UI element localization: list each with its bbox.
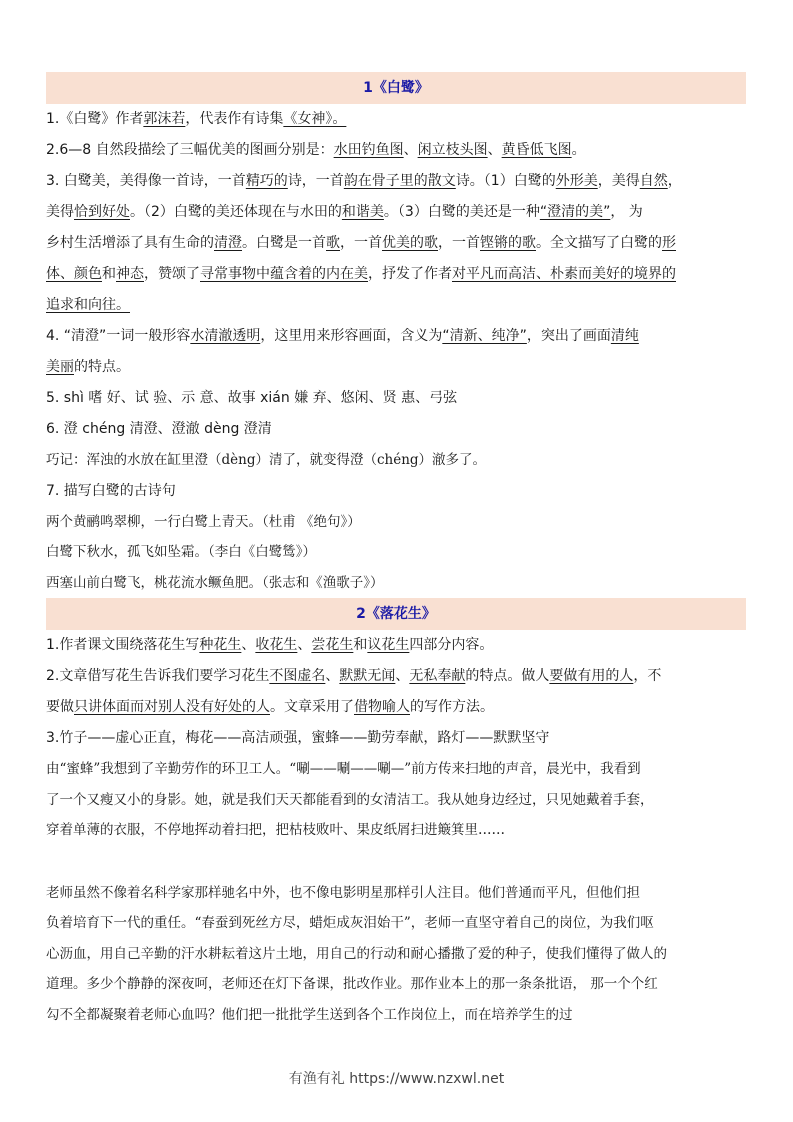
text-segment: 乡村生活增添了具有生命的 <box>46 235 214 251</box>
underlined-answer: 和谐美 <box>341 204 384 220</box>
text-line <box>46 414 746 445</box>
underlined-answer: 铿锵的歌 <box>480 235 536 251</box>
text-segment: 。（3）白鹭的美还是一种 <box>383 204 540 220</box>
underlined-answer: 郭沫若 <box>143 111 186 127</box>
text-segment: 。（2）白鹭的美还体现在与水田的 <box>130 204 342 220</box>
underlined-answer: 形 <box>662 235 676 251</box>
text-segment: 7. 描写白鹭的古诗句 <box>46 482 176 499</box>
underlined-answer: 体、颜色 <box>46 266 102 282</box>
text-segment: 、 <box>395 668 410 684</box>
poem-line: 两个黄鹂鸣翠柳，一行白鹭上青天。（杜甫 《绝句》） <box>46 513 361 530</box>
underlined-answer: 自然 <box>639 173 668 189</box>
underlined-answer: 对平凡而高洁、朴素而美好的境界的 <box>452 266 676 282</box>
text-line <box>46 352 746 383</box>
underlined-answer: 外形美 <box>555 173 598 189</box>
text-line <box>46 692 746 723</box>
text-segment: 3.竹子——虚心正直，梅花——高洁顽强，蜜蜂——勤劳奉献，路灯——默默坚守 <box>46 730 550 746</box>
underlined-answer: 美丽 <box>46 359 74 375</box>
underlined-answer: 韵在骨子里的散文 <box>343 173 456 189</box>
text-line <box>46 661 746 692</box>
text-segment: 6. 澄 chéng 清澄、澄澈 dèng 澄清 <box>46 421 272 437</box>
text-segment: ，一首 <box>340 235 382 251</box>
text-segment: 、 <box>487 142 502 158</box>
text-line <box>46 259 746 290</box>
poem-line: 白鹭下秋水，孤飞如坠霜。（李白《白鹭鸶》） <box>46 544 316 560</box>
essay-line: 了一个又瘦又小的身影。她，就是我们天天都能看到的女清洁工。我从她身边经过，只见她戴着手套， <box>46 791 654 808</box>
essay-paragraph-bee <box>46 754 746 846</box>
document-page <box>46 72 746 1030</box>
text-segment: 、 <box>325 668 340 684</box>
underlined-answer: 闲立枝头图 <box>417 142 488 158</box>
underlined-answer: 《女神》。 <box>283 111 347 127</box>
text-line <box>46 228 746 259</box>
underlined-answer: 尝花生 <box>311 637 354 653</box>
essay-line: 道理。多少个静静的深夜呵，老师还在灯下备课，批改作业。那作业本上的那一条条批语， 那一个个红 <box>46 976 658 992</box>
underlined-answer: 只讲体面而对别人没有好处的人 <box>74 699 270 715</box>
underlined-answer: “清新、纯净” <box>442 328 527 344</box>
text-segment: 3. 白鹭美，美得像一首诗，一首 <box>46 173 246 189</box>
text-segment: 。白鹭是一首 <box>242 235 326 251</box>
poem-list <box>46 507 746 599</box>
text-segment: ，这里用来形容画面，含义为 <box>260 328 443 344</box>
text-segment: 。 <box>571 142 586 158</box>
underlined-answer: 水清澈透明 <box>190 328 261 344</box>
essay-line: 勾不全都凝聚着老师心血吗？他们把一批批学生送到各个工作岗位上，而在培养学生的过 <box>46 1006 573 1023</box>
underlined-answer: 要做有用的人 <box>549 668 634 684</box>
essay-line: 负着培育下一代的重任。“春蚕到死丝方尽，蜡炬成灰泪始干”，老师一直坚守着自己的岗位，为我们呕 <box>46 915 654 931</box>
underlined-answer: “澄清的美” <box>539 204 611 220</box>
poem-line: 西塞山前白鹭飞，桃花流水鳜鱼肥。（张志和《渔歌子》） <box>46 574 384 591</box>
underlined-answer: 不图虚名 <box>269 668 326 684</box>
text-segment: 要做 <box>46 699 74 715</box>
section-bailu-notes <box>46 104 746 445</box>
mnemonic-note <box>46 445 746 476</box>
text-segment: 、 <box>297 637 312 653</box>
text-segment: 5. shì 嗜 好、试 验、示 意、故事 xián 嫌 弃、悠闲、贤 惠、弓弦 <box>46 390 458 406</box>
text-segment: 的写作方法。 <box>410 699 494 715</box>
text-line <box>46 321 746 352</box>
underlined-answer: 清纯 <box>610 328 639 344</box>
underlined-answer: 寻常事物中蕴含着的内在美 <box>200 266 368 282</box>
text-line <box>46 476 746 507</box>
text-segment: 诗。（1）白鹭的 <box>455 173 556 189</box>
page-footer: 有渔有礼 https://www.nzxwl.net <box>288 1071 505 1087</box>
text-segment: ，一首 <box>438 235 480 251</box>
underlined-answer: 收花生 <box>255 637 298 653</box>
poem-heading <box>46 476 746 507</box>
section-header-bailu: 1《白鹭》 <box>46 72 746 104</box>
text-segment: 美得 <box>46 204 74 220</box>
text-segment: 1.《白鹭》作者 <box>46 111 144 127</box>
underlined-answer: 清澄 <box>214 235 242 251</box>
text-segment: 1.作者课文围绕落花生写 <box>46 637 200 653</box>
underlined-answer: 黄昏低飞图 <box>501 142 572 158</box>
underlined-answer: 神态 <box>116 266 144 282</box>
underlined-answer: 恰到好处 <box>74 204 130 220</box>
text-segment: ， <box>667 173 682 189</box>
text-segment: ，赞颂了 <box>144 266 200 282</box>
essay-line: 老师虽然不像着名科学家那样驰名中外，也不像电影明星那样引人注目。他们普通而平凡，但他们担 <box>46 884 640 901</box>
section-header-luohuasheng: 2《落花生》 <box>46 598 746 630</box>
underlined-answer: 追求和向往。 <box>46 297 130 313</box>
text-segment: ，美得 <box>597 173 640 189</box>
text-line <box>46 197 746 228</box>
text-segment: ，不 <box>633 668 662 684</box>
underlined-answer: 议花生 <box>367 637 410 653</box>
text-segment: 2.文章借写花生告诉我们要学习花生 <box>46 668 270 684</box>
text-line <box>46 166 746 197</box>
text-line <box>46 383 746 414</box>
text-segment: 诗，一首 <box>287 173 344 189</box>
essay-line: 穿着单薄的衣服，不停地挥动着扫把，把枯枝败叶、果皮纸屑扫进簸箕里…… <box>46 822 505 838</box>
underlined-answer: 优美的歌 <box>382 235 438 251</box>
text-segment: 。全文描写了白鹭的 <box>536 235 662 251</box>
text-line <box>46 135 746 166</box>
text-segment: ，突出了画面 <box>526 328 611 344</box>
text-segment: 和 <box>353 637 368 653</box>
text-line <box>46 723 746 754</box>
underlined-answer: 歌 <box>326 235 340 251</box>
essay-line: 心沥血，用自己辛勤的汗水耕耘着这片土地，用自己的行动和耐心播撒了爱的种子，使我们懂得了做人的 <box>46 945 667 962</box>
text-line <box>46 104 746 135</box>
text-segment: 四部分内容。 <box>409 637 494 653</box>
text-segment: 2.6—8 自然段描绘了三幅优美的图画分别是： <box>46 142 334 158</box>
text-segment: 和 <box>102 266 116 282</box>
underlined-answer: 默默无闻 <box>339 668 396 684</box>
underlined-answer: 精巧的 <box>245 173 288 189</box>
text-segment: 、 <box>241 637 256 653</box>
mnemonic-line: 巧记：浑浊的水放在缸里澄（dèng）清了，就变得澄（chéng）澈多了。 <box>46 452 487 468</box>
essay-line: 由“蜜蜂”我想到了辛勤劳作的环卫工人。“唰——唰——唰—”前方传来扫地的声音，晨光中，我看到 <box>46 761 641 777</box>
underlined-answer: 水田钓鱼图 <box>333 142 404 158</box>
text-segment: ， 为 <box>610 204 643 220</box>
text-segment: 的特点。做人 <box>465 668 550 684</box>
text-line <box>46 630 746 661</box>
text-segment: 的特点。 <box>74 359 130 375</box>
underlined-answer: 无私奉献 <box>409 668 466 684</box>
section-luohuasheng-notes <box>46 630 746 754</box>
underlined-answer: 借物喻人 <box>354 699 410 715</box>
text-segment: 、 <box>403 142 418 158</box>
text-line <box>46 290 746 321</box>
text-segment: 。文章采用了 <box>270 699 354 715</box>
text-segment: 4. “清澄”一词一般形容 <box>46 328 191 344</box>
text-segment: ，代表作有诗集 <box>185 111 284 127</box>
text-segment: ，抒发了作者 <box>368 266 452 282</box>
essay-paragraph-teacher <box>46 878 746 1031</box>
underlined-answer: 种花生 <box>199 637 242 653</box>
